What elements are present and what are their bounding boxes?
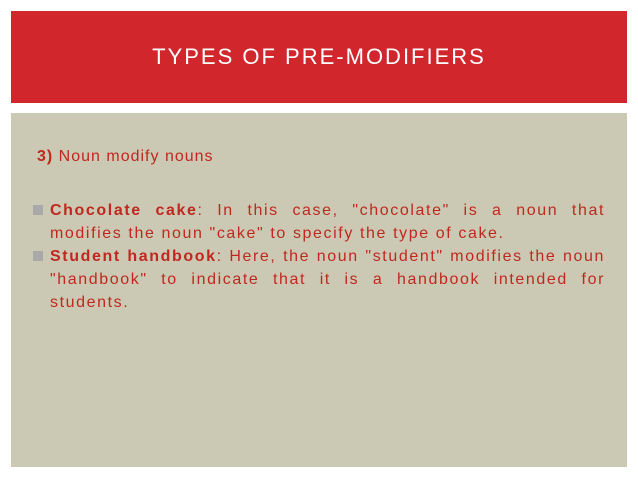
bullet-text <box>50 199 605 245</box>
bullet-list <box>33 199 605 314</box>
subheading-text: Noun modify nouns <box>53 148 214 165</box>
bullet-item <box>33 245 605 314</box>
bullet-item <box>33 199 605 245</box>
square-bullet-icon <box>33 205 43 215</box>
bullet-text <box>50 245 605 314</box>
bullet-description: : Here, the noun "student" modifies the noun "handbook" to indicate that it is a handbook intended for students. <box>50 248 606 311</box>
slide-title: TYPES OF PRE-MODIFIERS <box>152 44 486 69</box>
content-panel <box>11 113 627 467</box>
title-bar <box>11 11 627 103</box>
subheading <box>37 148 214 166</box>
bullet-term: Student handbook <box>50 248 217 265</box>
bullet-term: Chocolate cake <box>50 202 198 219</box>
subheading-number: 3) <box>37 148 54 165</box>
bullet-description: : In this case, "chocolate" is a noun that modifies the noun "cake" to specify the type of cake. <box>50 202 605 242</box>
square-bullet-icon <box>33 251 43 261</box>
